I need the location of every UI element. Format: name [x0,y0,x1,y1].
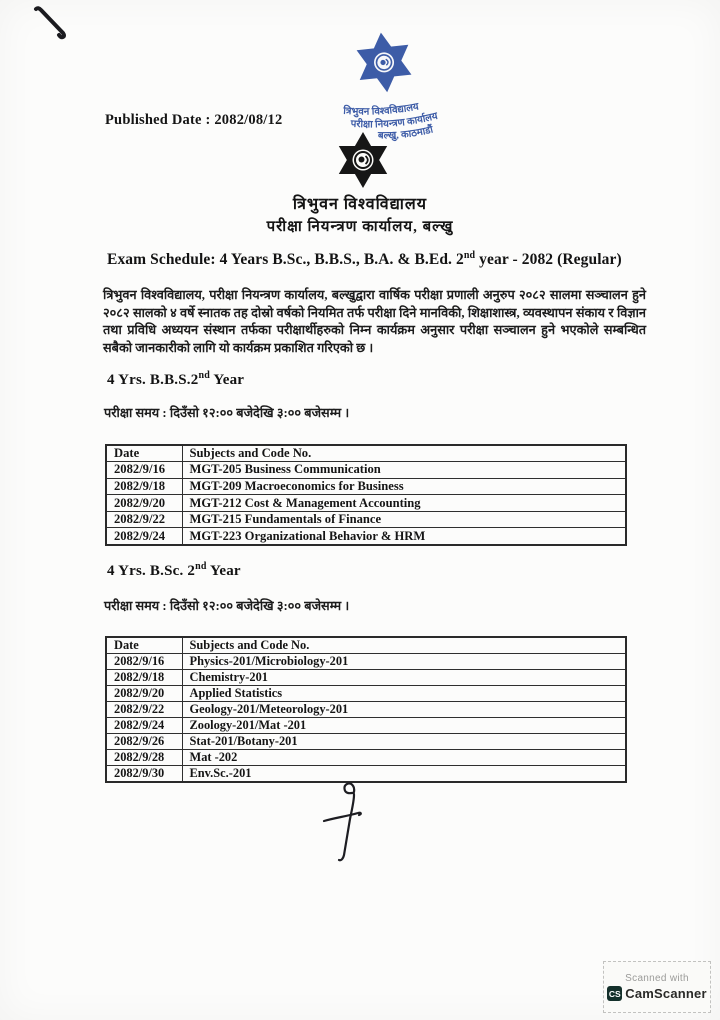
subjects-column-header: Subjects and Code No. [182,637,626,654]
table-row [106,734,626,750]
bbs-schedule-table-wrap [105,444,627,546]
date-column-header: Date [106,445,182,462]
subject-cell: Chemistry-201 [182,670,626,686]
letterhead-university-name: त्रिभुवन विश्वविद्यालय [292,196,428,213]
section-heading-bbs-ordinal: nd [198,370,210,381]
table-row [106,750,626,766]
subject-cell: Mat -202 [182,750,626,766]
table-row [106,702,626,718]
table-row [106,718,626,734]
bsc-schedule-table [105,636,627,783]
date-cell: 2082/9/20 [106,686,182,702]
bsc-schedule-table-wrap [105,636,627,783]
section-heading-bbs-suffix: Year [209,372,245,388]
watermark-brand-row [607,986,706,1001]
signature-mark [312,778,392,863]
table-header-row [106,637,626,654]
table-row [106,462,626,479]
table-row [106,654,626,670]
exam-time-note-bbs: परीक्षा समय : दिउँसो १२:०० बजेदेखि ३:०० बजेसम्म । [104,406,350,420]
section-heading-bbs-prefix: 4 Yrs. B.B.S.2 [107,372,199,388]
date-cell: 2082/9/30 [106,766,182,783]
table-row [106,495,626,512]
subject-cell: Zoology-201/Mat -201 [182,718,626,734]
date-cell: 2082/9/22 [106,702,182,718]
subject-cell: MGT-205 Business Communication [182,462,626,479]
document-title-ordinal: nd [463,249,476,261]
date-cell: 2082/9/18 [106,670,182,686]
subject-cell: Applied Statistics [182,686,626,702]
section-heading-bsc-ordinal: nd [195,561,207,572]
table-row [106,478,626,495]
exam-time-note-bsc: परीक्षा समय : दिउँसो १२:०० बजेदेखि ३:०० बजेसम्म । [104,599,350,613]
document-title-suffix: year - 2082 (Regular) [475,251,622,268]
bbs-schedule-table [105,444,627,546]
university-stamp [318,20,498,145]
date-cell: 2082/9/24 [106,528,182,545]
document-title-prefix: Exam Schedule: 4 Years B.Sc., B.B.S., B.A. & B.Ed. 2 [107,251,464,268]
document-title [107,251,647,269]
letterhead-office-name: परीक्षा नियन्त्रण कार्यालय, बल्खु [266,219,454,235]
subject-cell: Env.Sc.-201 [182,766,626,783]
watermark-brand-name: CamScanner [625,986,707,1001]
date-cell: 2082/9/28 [106,750,182,766]
table-row [106,511,626,528]
pen-stroke-mark [20,0,100,60]
watermark-scanned-with-text: Scanned with [625,973,689,984]
stamp-arc-text-1: त्रिभुवन विश्वविद्यालय [342,101,420,118]
section-heading-bsc-prefix: 4 Yrs. B.Sc. 2 [107,563,196,579]
intro-paragraph: त्रिभुवन विश्वविद्यालय, परीक्षा नियन्त्रण कार्यालय, बल्खुद्वारा वार्षिक परीक्षा प्रणाली अनुरुप २०८२ सालमा सञ्चालन हुने २०८२ सालको ४ वर्षे स्नातक तह दोस्रो वर्षको नियमित तर्फ परीक्षा दिने मानविकी, शिक्षाशास्त्र, व्यवस्थापन संकाय र विज्ञान तथा प्रविधि अध्ययन संस्थान तर्फका परीक्षार्थीहरुको निम्न कार्यक्रम अनुसार परीक्षा सञ्चालन हुने भएकोले सम्बन्धित सबैको जानकारीको लागि यो कार्यक्रम प्रकाशित गरिएको छ । [103,288,647,355]
table-header-row [106,445,626,462]
date-cell: 2082/9/24 [106,718,182,734]
camscanner-cs-icon: CS [607,986,622,1001]
section-heading-bbs [107,372,244,389]
date-cell: 2082/9/22 [106,511,182,528]
stamp-arc-text-2: परीक्षा नियन्त्रण कार्यालय [350,110,439,131]
date-column-header: Date [106,637,182,654]
published-date: Published Date : 2082/08/12 [105,112,283,128]
subject-cell: Physics-201/Microbiology-201 [182,654,626,670]
table-row [106,686,626,702]
section-heading-bsc-suffix: Year [206,563,241,579]
university-logo-icon [330,128,396,194]
subject-cell: MGT-215 Fundamentals of Finance [182,511,626,528]
table-row [106,528,626,545]
date-cell: 2082/9/16 [106,462,182,479]
table-row [106,670,626,686]
section-heading-bsc [107,563,241,580]
subject-cell: MGT-209 Macroeconomics for Business [182,478,626,495]
camscanner-watermark [603,961,711,1013]
date-cell: 2082/9/18 [106,478,182,495]
subject-cell: Stat-201/Botany-201 [182,734,626,750]
date-cell: 2082/9/16 [106,654,182,670]
subjects-column-header: Subjects and Code No. [182,445,626,462]
date-cell: 2082/9/20 [106,495,182,512]
stamp-arc-text-3: बल्खु, काठमाडौं [377,124,435,142]
subject-cell: Geology-201/Meteorology-201 [182,702,626,718]
subject-cell: MGT-212 Cost & Management Accounting [182,495,626,512]
subject-cell: MGT-223 Organizational Behavior & HRM [182,528,626,545]
date-cell: 2082/9/26 [106,734,182,750]
